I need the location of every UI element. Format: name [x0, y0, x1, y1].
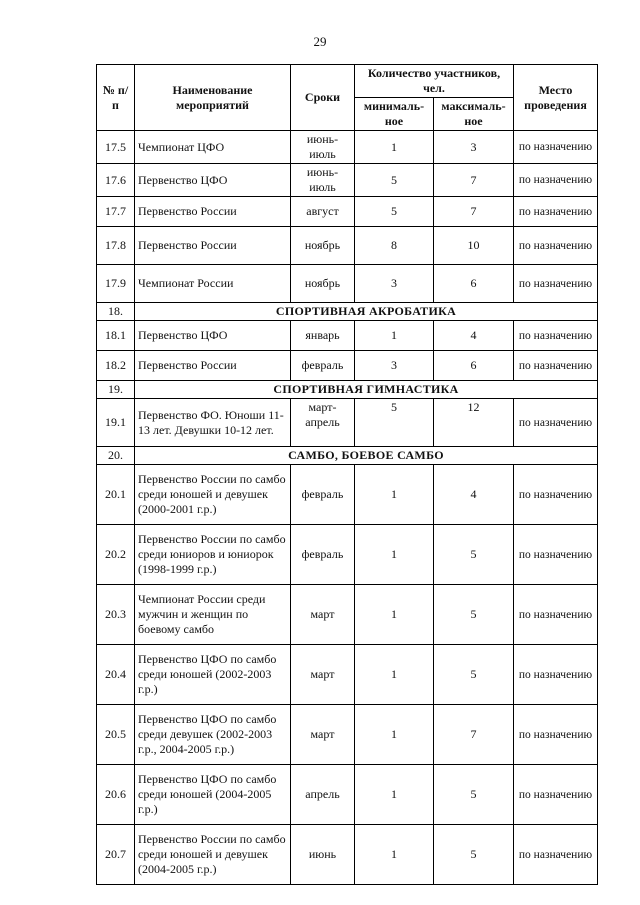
row-min: 1 [355, 525, 434, 585]
row-period: март-апрель [291, 399, 355, 447]
header-min: минималь-ное [355, 98, 434, 131]
row-max: 7 [434, 164, 514, 197]
row-place: по назначению [514, 525, 598, 585]
table-row [97, 765, 598, 825]
row-name: Первенство ЦФО по самбо среди юношей (2002-2003 г.р.) [135, 645, 291, 705]
section-title: СПОРТИВНАЯ АКРОБАТИКА [135, 303, 598, 321]
header-name: Наименование мероприятий [135, 65, 291, 131]
section-title: СПОРТИВНАЯ ГИМНАСТИКА [135, 381, 598, 399]
row-num: 17.6 [97, 164, 135, 197]
row-period: февраль [291, 525, 355, 585]
row-name: Чемпионат России среди мужчин и женщин по боевому самбо [135, 585, 291, 645]
row-min: 8 [355, 227, 434, 265]
row-max: 5 [434, 645, 514, 705]
section-row [97, 381, 598, 399]
section-row [97, 303, 598, 321]
table-row [97, 645, 598, 705]
row-max: 12 [434, 399, 514, 447]
row-period: июнь-июль [291, 131, 355, 164]
row-name: Первенство ЦФО [135, 164, 291, 197]
row-max: 6 [434, 265, 514, 303]
row-max: 5 [434, 825, 514, 885]
row-min: 1 [355, 645, 434, 705]
row-name: Первенство России по самбо среди юношей и девушек (2000-2001 г.р.) [135, 465, 291, 525]
row-place: по назначению [514, 645, 598, 705]
header-count: Количество участников, чел. [355, 65, 514, 98]
header-place: Место проведения [514, 65, 598, 131]
row-place: по назначению [514, 765, 598, 825]
row-min: 1 [355, 131, 434, 164]
table-row [97, 399, 598, 447]
table-row [97, 265, 598, 303]
row-place: по назначению [514, 227, 598, 265]
table-row [97, 525, 598, 585]
row-min: 5 [355, 164, 434, 197]
row-max: 3 [434, 131, 514, 164]
row-place: по назначению [514, 465, 598, 525]
row-min: 1 [355, 321, 434, 351]
row-num: 20.1 [97, 465, 135, 525]
row-num: 17.9 [97, 265, 135, 303]
row-num: 17.5 [97, 131, 135, 164]
row-min: 1 [355, 585, 434, 645]
row-num: 17.8 [97, 227, 135, 265]
row-min: 1 [355, 765, 434, 825]
table-row [97, 585, 598, 645]
table-row [97, 825, 598, 885]
row-name: Первенство ФО. Юноши 11-13 лет. Девушки 10-12 лет. [135, 399, 291, 447]
row-period: февраль [291, 351, 355, 381]
row-max: 5 [434, 765, 514, 825]
row-period: апрель [291, 765, 355, 825]
row-place: по назначению [514, 351, 598, 381]
row-place: по назначению [514, 197, 598, 227]
section-num: 19. [97, 381, 135, 399]
row-place: по назначению [514, 321, 598, 351]
row-min: 1 [355, 705, 434, 765]
row-period: январь [291, 321, 355, 351]
row-min: 5 [355, 197, 434, 227]
row-name: Первенство ЦФО по самбо среди девушек (2002-2003 г.р., 2004-2005 г.р.) [135, 705, 291, 765]
row-max: 4 [434, 465, 514, 525]
section-num: 20. [97, 447, 135, 465]
table-row [97, 164, 598, 197]
row-name: Первенство ЦФО [135, 321, 291, 351]
row-num: 18.1 [97, 321, 135, 351]
row-num: 18.2 [97, 351, 135, 381]
row-name: Первенство России [135, 351, 291, 381]
row-period: июнь-июль [291, 164, 355, 197]
table-row [97, 351, 598, 381]
row-name: Первенство России по самбо среди юношей и девушек (2004-2005 г.р.) [135, 825, 291, 885]
page-number: 29 [313, 34, 327, 49]
row-num: 19.1 [97, 399, 135, 447]
row-name: Первенство России [135, 227, 291, 265]
row-place: по назначению [514, 825, 598, 885]
table-row [97, 321, 598, 351]
row-min: 1 [355, 465, 434, 525]
row-name: Чемпионат ЦФО [135, 131, 291, 164]
row-name: Первенство ЦФО по самбо среди юношей (2004-2005 г.р.) [135, 765, 291, 825]
row-period: февраль [291, 465, 355, 525]
row-num: 20.5 [97, 705, 135, 765]
row-num: 17.7 [97, 197, 135, 227]
table-row [97, 227, 598, 265]
section-row [97, 447, 598, 465]
row-num: 20.7 [97, 825, 135, 885]
row-max: 5 [434, 585, 514, 645]
row-place: по назначению [514, 705, 598, 765]
row-period: июнь [291, 825, 355, 885]
row-min: 3 [355, 265, 434, 303]
row-place: по назначению [514, 164, 598, 197]
header-period: Сроки [291, 65, 355, 131]
section-num: 18. [97, 303, 135, 321]
header-max: максималь-ное [434, 98, 514, 131]
row-max: 5 [434, 525, 514, 585]
row-min: 5 [355, 399, 434, 447]
row-place: по назначению [514, 131, 598, 164]
row-period: ноябрь [291, 227, 355, 265]
section-title: САМБО, БОЕВОЕ САМБО [135, 447, 598, 465]
row-num: 20.2 [97, 525, 135, 585]
row-name: Первенство России по самбо среди юниоров и юниорок (1998-1999 г.р.) [135, 525, 291, 585]
row-min: 3 [355, 351, 434, 381]
row-max: 7 [434, 197, 514, 227]
row-name: Первенство России [135, 197, 291, 227]
row-name: Чемпионат России [135, 265, 291, 303]
row-num: 20.6 [97, 765, 135, 825]
row-place: по назначению [514, 585, 598, 645]
row-max: 6 [434, 351, 514, 381]
table-body [97, 131, 598, 885]
header-num: № п/п [97, 65, 135, 131]
row-max: 10 [434, 227, 514, 265]
table-header [97, 65, 598, 131]
row-max: 7 [434, 705, 514, 765]
table-row [97, 197, 598, 227]
row-max: 4 [434, 321, 514, 351]
row-period: август [291, 197, 355, 227]
row-period: март [291, 585, 355, 645]
row-period: март [291, 645, 355, 705]
row-period: март [291, 705, 355, 765]
row-period: ноябрь [291, 265, 355, 303]
events-table [96, 64, 598, 885]
row-place: по назначению [514, 265, 598, 303]
table-row [97, 705, 598, 765]
table-row [97, 131, 598, 164]
row-num: 20.4 [97, 645, 135, 705]
row-min: 1 [355, 825, 434, 885]
table-row [97, 465, 598, 525]
row-num: 20.3 [97, 585, 135, 645]
row-place: по назначению [514, 399, 598, 447]
